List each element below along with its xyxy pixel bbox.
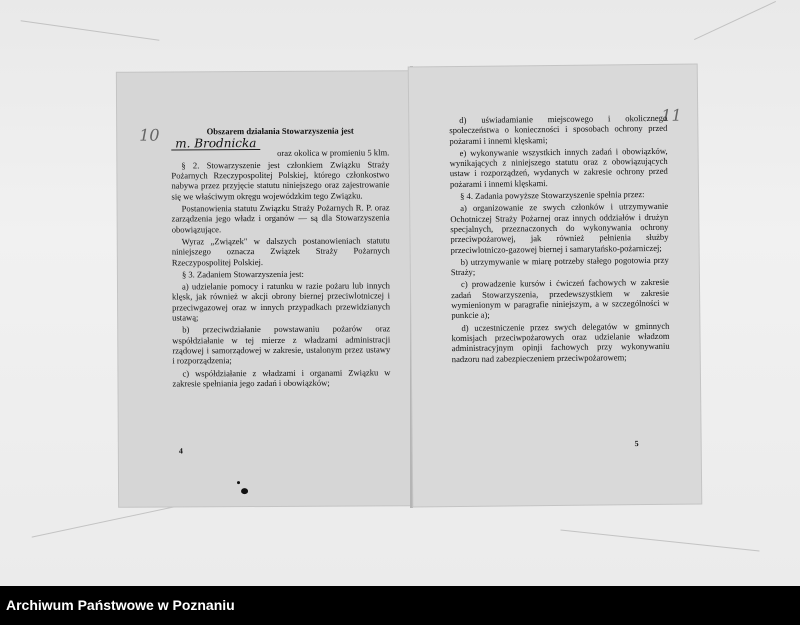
paragraph: oraz okolica w promieniu 5 klm.	[277, 146, 390, 158]
paragraph: d) uczestniczenie przez swych delegatów w gminnych komisjach przeciwpożarowych oraz udzielanie władzom administracyjnym opinji fachowych przy wykonywaniu nadzoru nad zabezpieczeniem przeciwpożarowem;	[451, 320, 670, 364]
paragraph: § 2. Stowarzyszenie jest członkiem Związku Straży Pożarnych Rzeczypospolitej Polskiej, którego członkostwo nabywa przez przyjęcie statutu niniejszego oraz zajestrowanie się we właściwym okręgu wojewódzkim tego Związku.	[171, 159, 390, 202]
left-margin-number: 10	[139, 125, 160, 145]
archive-name: Archiwum Państwowe w Poznaniu	[6, 597, 235, 613]
left-page	[117, 71, 415, 507]
paragraph: b) utrzymywanie w miarę potrzeby stałego pogotowia przy Straży;	[450, 254, 669, 278]
handwritten-name: m. Brodnicka	[171, 138, 260, 150]
paper-crease	[560, 530, 759, 552]
paper-crease	[32, 503, 189, 537]
paper-crease	[694, 1, 776, 40]
page-number: 5	[634, 439, 639, 449]
paragraph: Obszarem działania Stowarzyszenia jest	[206, 125, 354, 137]
paragraph: c) prowadzenie kursów i ćwiczeń fachowych w zakresie zadań Stowarzyszenia, przedewszystkiem w zakresie wymienionym w paragrafie niniejszym, a w szczególności w punkcie a);	[451, 277, 670, 321]
right-margin-number: 11	[661, 105, 682, 125]
archive-footer	[0, 586, 800, 625]
paragraph: c) współdziałanie z władzami i organami Związku w zakresie spełniania jego zadań i obowiązków;	[172, 366, 391, 389]
paper-crease	[21, 20, 160, 40]
left-text-column	[171, 125, 390, 390]
paragraph: d) uświadamianie miejscowego i okolicznego społeczeństwa o konieczności i sposobach ochrony przed pożarami i innemi klęskami;	[449, 112, 668, 146]
ink-blot	[241, 488, 248, 494]
ink-blot	[237, 481, 240, 484]
paragraph: Wyraz „Związek" w dalszych postanowieniach statutu niniejszego oznacza Związek Straży Pożarnych Rzeczypospolitej Polskiej.	[171, 235, 390, 268]
right-text-column	[449, 113, 670, 366]
paragraph: Postanowienia statutu Związku Straży Pożarnych R. P. oraz zarządzenia jego władz i organów — są dla Stowarzyszenia obowiązujące.	[171, 202, 390, 235]
paragraph: § 3. Zadaniem Stowarzyszenia jest:	[181, 268, 304, 280]
paragraph: e) wykonywanie wszystkich innych zadań i obowiązków, wynikających z niniejszego statutu oraz z obowiązujących ustaw i rozporządzeń, wydanych w zakresie ochrony przed pożarami i innemi klęskami.	[449, 145, 668, 189]
right-page	[409, 65, 702, 507]
paragraph: a) organizowanie ze swych członków i utrzymywanie Ochotniczej Straży Pożarnej oraz innych oddziałów i drużyn specjalnych, przeznaczonych do wykonywania ochrony przeciwpożarowej, jak również pełnienia służby przeciwlotniczo-gazowej biernej i samarytańsko-pożarniczej;	[450, 201, 669, 255]
paragraph: § 4. Zadania powyższe Stowarzyszenie spełnia przez:	[460, 189, 645, 202]
page-number: 4	[178, 446, 183, 456]
paragraph: a) udzielanie pomocy i ratunku w razie pożaru lub innych klęsk, jak również w akcji obrony biernej przeciwlotniczej i przeciwgazowej oraz w innych przypadkach przewidzianych ustawą;	[172, 280, 391, 323]
paragraph: b) przeciwdziałanie powstawaniu pożarów oraz współdziałanie w tej mierze z władzami administracji rządowej i samorządowej w zakresie, ustalonym przez ustawy i rozporządzenia;	[172, 323, 391, 366]
